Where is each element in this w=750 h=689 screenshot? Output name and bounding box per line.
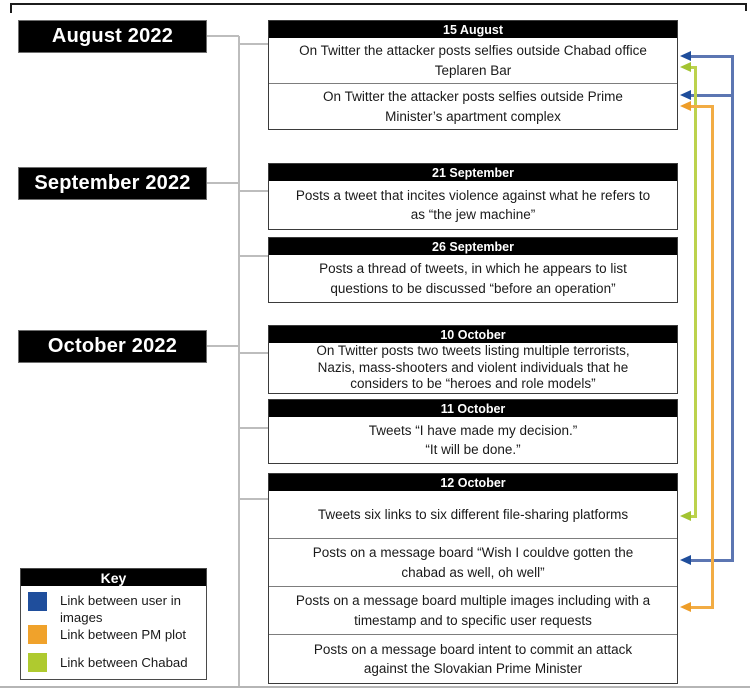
event-stub-10-october xyxy=(238,352,268,354)
legend-label: Link between Chabad xyxy=(60,655,188,670)
orange-link-line-bottom xyxy=(690,606,714,609)
green-link-line-vertical xyxy=(694,66,697,518)
orange-link-line-vertical xyxy=(711,105,714,609)
legend xyxy=(20,568,207,680)
event-row-chabad-selfies: On Twitter the attacker posts selfies outside Chabad office Teplaren Bar xyxy=(299,43,647,78)
blue-link-arrow-message-board xyxy=(680,555,691,565)
month-label-october-2022: October 2022 xyxy=(18,330,207,363)
event-row-six-links: Tweets six links to six different file-sharing platforms xyxy=(317,506,629,522)
event-stub-12-october xyxy=(238,498,268,500)
frame-right-tick xyxy=(745,3,747,11)
orange-swatch xyxy=(28,625,47,644)
legend-label: Link between user in images xyxy=(60,593,181,625)
event-date-header: 15 August xyxy=(269,21,677,38)
legend-item-pm-plot xyxy=(28,625,186,644)
event-group-10-october xyxy=(268,325,678,394)
event-stub-15-august xyxy=(238,43,268,45)
green-link-arrow-six-links xyxy=(680,511,691,521)
month-connector-august xyxy=(207,35,239,37)
frame-top-border xyxy=(10,3,747,5)
event-stub-21-september xyxy=(238,190,268,192)
event-row-attack-intent: Posts on a message board intent to commit an attack against the Slovakian Prime Minister xyxy=(269,634,677,683)
event-row-timestamp-images: Posts on a message board multiple images including with a timestamp and to specific user requests xyxy=(269,586,677,634)
blue-link-arrow-chabad-selfie xyxy=(680,51,691,61)
blue-link-line-top-1 xyxy=(690,55,734,58)
blue-link-arrow-pm-selfie xyxy=(680,90,691,100)
event-group-12-october xyxy=(268,473,678,684)
green-link-line-bottom xyxy=(690,515,697,518)
event-date-header: 10 October xyxy=(269,326,677,343)
event-date-header: 26 September xyxy=(269,238,677,255)
event-row-thread-of-tweets: Posts a thread of tweets, in which he appears to list questions to be discussed “before an operation” xyxy=(319,261,627,296)
event-group-21-september xyxy=(268,163,678,230)
frame-left-tick xyxy=(10,3,12,13)
month-label-september-2022: September 2022 xyxy=(18,167,207,200)
month-connector-september xyxy=(207,182,239,184)
event-row-chabad-message-board: Posts on a message board “Wish I couldve gotten the chabad as well, oh well” xyxy=(269,538,677,586)
legend-item-chabad xyxy=(28,653,188,672)
event-group-26-september xyxy=(268,237,678,303)
event-row-heroes-role-models: On Twitter posts two tweets listing multiple terrorists, Nazis, mass-shooters and violent individuals that he considers to be “heroes and role models” xyxy=(316,343,630,392)
event-row-pm-apartment-selfies: On Twitter the attacker posts selfies outside Prime Minister’s apartment complex xyxy=(269,83,677,129)
blue-swatch xyxy=(28,592,47,611)
frame-bottom-border xyxy=(0,686,750,688)
event-group-11-october xyxy=(268,399,678,464)
month-connector-october xyxy=(207,345,239,347)
event-date-header: 12 October xyxy=(269,474,677,491)
event-date-header: 21 September xyxy=(269,164,677,181)
event-stub-11-october xyxy=(238,427,268,429)
green-swatch xyxy=(28,653,47,672)
event-stub-26-september xyxy=(238,255,268,257)
green-link-arrow-chabad-selfie xyxy=(680,62,691,72)
blue-link-line-vertical xyxy=(731,55,734,562)
event-group-15-august xyxy=(268,20,678,130)
legend-title: Key xyxy=(21,569,206,586)
timeline-spine xyxy=(238,36,240,686)
legend-label: Link between PM plot xyxy=(60,627,187,642)
event-date-header: 11 October xyxy=(269,400,677,417)
orange-link-arrow-pm-selfie xyxy=(680,101,691,111)
event-row-incites-violence: Posts a tweet that incites violence against what he refers to as “the jew machine” xyxy=(295,187,651,222)
legend-item-user-in-images xyxy=(28,592,181,627)
orange-link-arrow-timestamp-images xyxy=(680,602,691,612)
event-row-decision-made: Tweets “I have made my decision.” “It will be done.” xyxy=(368,422,578,457)
month-label-august-2022: August 2022 xyxy=(18,20,207,53)
